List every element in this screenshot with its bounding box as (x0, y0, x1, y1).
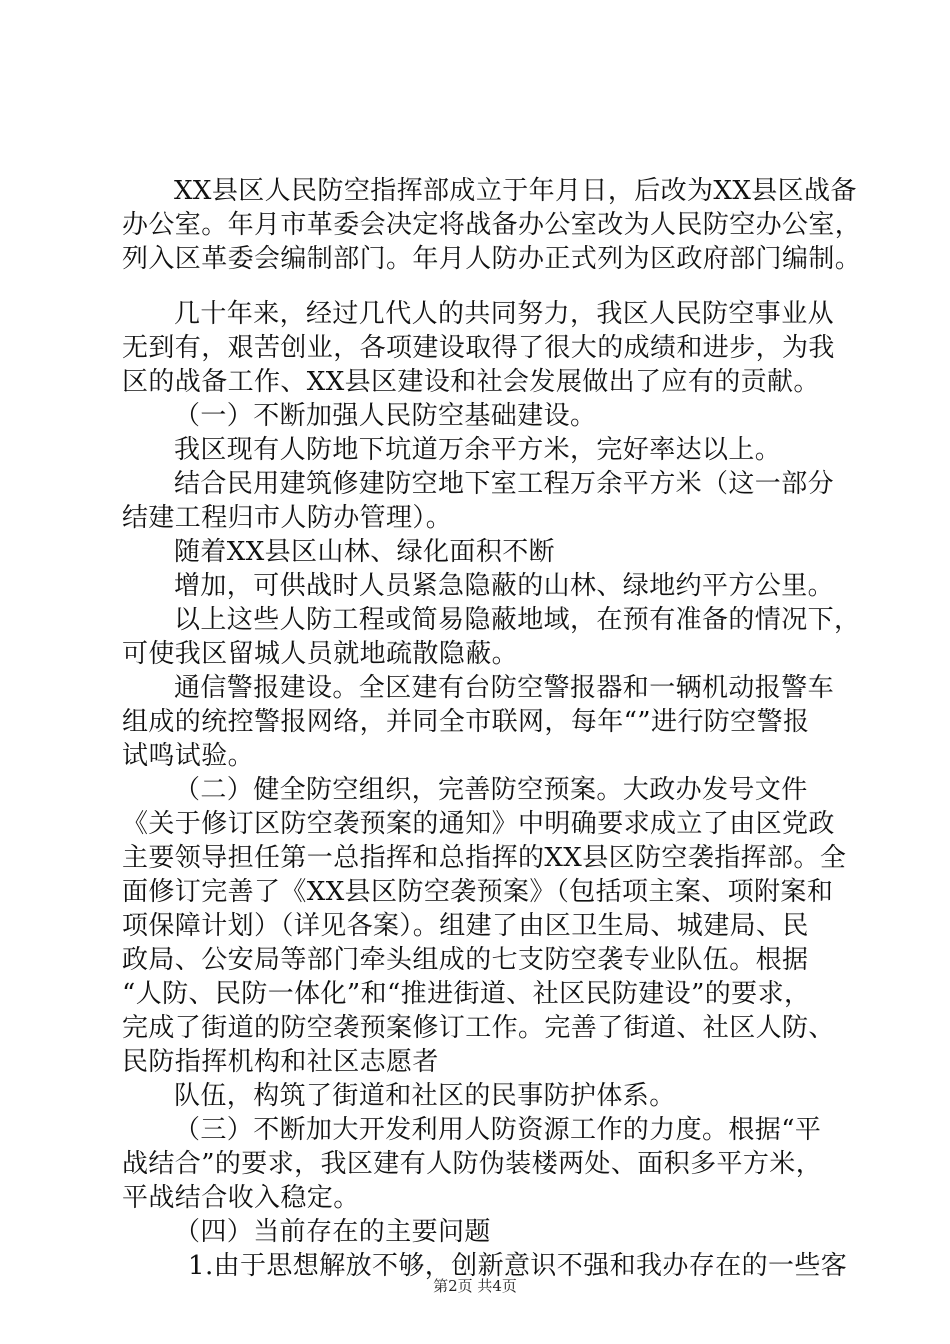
paragraph-5-line-2: 增加，可供战时人员紧急隐蔽的山林、绿地约平方公里。 (174, 571, 835, 601)
paragraph-5-line-1: 随着XX县区山林、绿化面积不断 (174, 537, 556, 567)
paragraph-6-line-1: 以上这些人防工程或简易隐蔽地域，在预有准备的情况下， (174, 605, 861, 635)
paragraph-1-line-1: XX县区人民防空指挥部成立于年月日，后改为XX县区战备 (174, 176, 857, 206)
paragraph-9-line-1: 队伍，构筑了街道和社区的民事防护体系。 (174, 1081, 676, 1111)
paragraph-4-line-2: 结建工程归市人防办管理）。 (122, 503, 453, 533)
paragraph-2-line-2: 无到有，艰苦创业，各项建设取得了很大的成绩和进步，为我 (122, 333, 835, 363)
paragraph-10-line-2: 战结合”的要求，我区建有人防伪装楼两处、面积多平方米， (122, 1149, 823, 1179)
paragraph-8-line-3: 主要领导担任第一总指挥和总指挥的XX县区防空袭指挥部。全 (122, 843, 847, 873)
list-item-1: 1.由于思想解放不够，创新意识不强和我办存在的一些客 (188, 1251, 848, 1281)
paragraph-10-line-3: 平战结合收入稳定。 (122, 1183, 360, 1213)
paragraph-1-line-3: 列入区革委会编制部门。年月人防办正式列为区政府部门编制。 (122, 244, 862, 274)
paragraph-1-line-2: 办公室。年月市革委会决定将战备办公室改为人民防空办公室， (122, 210, 862, 240)
paragraph-7-line-3: 试鸣试验。 (122, 741, 255, 771)
paragraph-2-line-1: 几十年来，经过几代人的共同努力，我区人民防空事业从 (174, 299, 835, 329)
paragraph-8-line-9: 民防指挥机构和社区志愿者 (122, 1047, 439, 1077)
paragraph-4-line-1: 结合民用建筑修建防空地下室工程万余平方米（这一部分 (174, 469, 835, 499)
paragraph-8-line-8: 完成了街道的防空袭预案修订工作。完善了街道、社区人防、 (122, 1013, 835, 1043)
paragraph-8-line-7: “人防、民防一体化”和“推进街道、社区民防建设”的要求， (122, 979, 811, 1009)
paragraph-8-line-5: 项保障计划）（详见各案）。组建了由区卫生局、城建局、民 (122, 911, 809, 941)
paragraph-2-line-3: 区的战备工作、XX县区建设和社会发展做出了应有的贡献。 (122, 367, 820, 397)
paragraph-8-line-1: （二）健全防空组织，完善防空预案。大政办发号文件 (174, 775, 808, 805)
paragraph-8-line-2: 《关于修订区防空袭预案的通知》中明确要求成立了由区党政 (122, 809, 835, 839)
paragraph-3-line-1: 我区现有人防地下坑道万余平方米，完好率达以上。 (174, 435, 782, 465)
page-number: 第2页 共4页 (433, 1277, 517, 1295)
paragraph-8-line-4: 面修订完善了《XX县区防空袭预案》（包括项主案、项附案和 (122, 877, 834, 907)
paragraph-7-line-2: 组成的统控警报网络，并同全市联网，每年“”进行防空警报 (122, 707, 810, 737)
paragraph-10-line-1: （三）不断加大开发利用人防资源工作的力度。根据“平 (174, 1115, 822, 1145)
paragraph-8-line-6: 政局、公安局等部门牵头组成的七支防空袭专业队伍。根据 (122, 945, 809, 975)
paragraph-6-line-2: 可使我区留城人员就地疏散隐蔽。 (122, 639, 519, 669)
section-heading-1: （一）不断加强人民防空基础建设。 (174, 401, 597, 431)
section-heading-4: （四）当前存在的主要问题 (174, 1217, 491, 1247)
paragraph-7-line-1: 通信警报建设。全区建有台防空警报器和一辆机动报警车 (174, 673, 835, 703)
